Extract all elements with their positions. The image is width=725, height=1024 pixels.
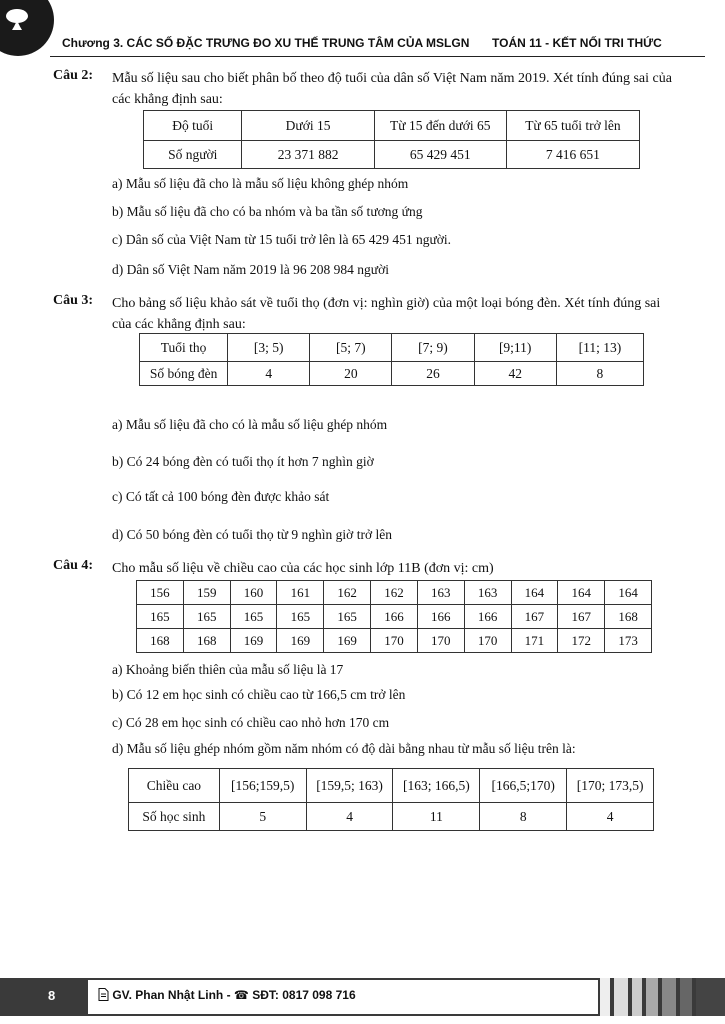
- q2-cell: Từ 15 đến dưới 65: [374, 111, 506, 141]
- q3-cell: 42: [474, 362, 556, 386]
- q4-grouped-cell: 11: [393, 803, 480, 831]
- q4-grouped-cell: [159,5; 163): [306, 769, 393, 803]
- q3-cell: Số bóng đèn: [140, 362, 228, 386]
- height-cell: 165: [324, 605, 371, 629]
- height-cell: 173: [605, 629, 652, 653]
- height-cell: 168: [137, 629, 184, 653]
- q2-option-a: a) Mẫu số liệu đã cho là mẫu số liệu không ghép nhóm: [112, 176, 409, 191]
- height-cell: 171: [511, 629, 558, 653]
- height-cell: 166: [464, 605, 511, 629]
- height-cell: 167: [558, 605, 605, 629]
- phone-number: SĐT: 0817 098 716: [252, 988, 356, 1002]
- height-cell: 162: [371, 581, 418, 605]
- height-cell: 172: [558, 629, 605, 653]
- q3-cell: 20: [310, 362, 392, 386]
- height-cell: 160: [230, 581, 277, 605]
- q3-option-a: a) Mẫu số liệu đã cho có là mẫu số liệu ghép nhóm: [112, 417, 388, 432]
- q2-cell: 23 371 882: [242, 141, 374, 169]
- heights-row: [137, 605, 652, 629]
- author-name: GV. Phan Nhật Linh -: [112, 988, 231, 1002]
- q3-cell: 8: [556, 362, 643, 386]
- q2-option-c: c) Dân số của Việt Nam từ 15 tuổi trở lên là 65 429 451 người.: [112, 232, 452, 247]
- height-cell: 156: [137, 581, 184, 605]
- q4-option-d: d) Mẫu số liệu ghép nhóm gồm năm nhóm có độ dài bằng nhau từ mẫu số liệu trên là:: [112, 741, 576, 756]
- height-cell: 159: [183, 581, 230, 605]
- chapter-title: Chương 3. CÁC SỐ ĐẶC TRƯNG ĐO XU THẾ TRUNG TÂM CỦA MSLGN: [62, 36, 470, 50]
- heights-row: [137, 629, 652, 653]
- footer-stripe: [696, 978, 725, 1016]
- q4-text: Cho mẫu số liệu về chiều cao của các học sinh lớp 11B (đơn vị: cm): [112, 561, 494, 576]
- q2-cell: 65 429 451: [374, 141, 506, 169]
- q4-heights-table: [136, 580, 652, 653]
- footer-stripe: [680, 978, 692, 1016]
- height-cell: 166: [417, 605, 464, 629]
- logo: [0, 0, 54, 56]
- q3-cell: [11; 13): [556, 334, 643, 362]
- height-cell: 164: [511, 581, 558, 605]
- q4-grouped-cell: 4: [306, 803, 393, 831]
- book-title: TOÁN 11 - KẾT NỐI TRI THỨC: [492, 36, 662, 50]
- height-cell: 168: [183, 629, 230, 653]
- height-cell: 166: [371, 605, 418, 629]
- q4-grouped-cell: 5: [219, 803, 306, 831]
- q3-text: Cho bảng số liệu khảo sát về tuổi thọ (đơn vị: nghìn giờ) của một loại bóng đèn. Xét tính đúng sai của các khẳng định sau:: [112, 296, 661, 332]
- q4-grouped-table: [128, 768, 654, 831]
- height-cell: 164: [605, 581, 652, 605]
- height-cell: 162: [324, 581, 371, 605]
- height-cell: 165: [137, 605, 184, 629]
- q4-grouped-cell: [156;159,5): [219, 769, 306, 803]
- tree-logo-icon: [4, 8, 30, 32]
- height-cell: 164: [558, 581, 605, 605]
- q2-cell: Dưới 15: [242, 111, 374, 141]
- height-cell: 170: [371, 629, 418, 653]
- heights-row: [137, 581, 652, 605]
- q4-grouped-cell: 4: [567, 803, 654, 831]
- q4-grouped-cell: Chiều cao: [129, 769, 220, 803]
- q3-label: Câu 3:: [53, 293, 94, 308]
- q2-option-b: b) Mẫu số liệu đã cho có ba nhóm và ba tần số tương ứng: [112, 204, 423, 219]
- height-cell: 168: [605, 605, 652, 629]
- q4-option-a: a) Khoảng biến thiên của mẫu số liệu là 17: [112, 662, 344, 677]
- footer-stripe: [600, 978, 610, 1016]
- q3-cell: Tuổi thọ: [140, 334, 228, 362]
- height-cell: 170: [464, 629, 511, 653]
- q2-table: [143, 110, 640, 169]
- q4-label: Câu 4:: [53, 558, 94, 573]
- footer-stripe: [662, 978, 676, 1016]
- page-number: 8: [48, 988, 56, 1003]
- q4-grouped-cell: [163; 166,5): [393, 769, 480, 803]
- q3-option-c: c) Có tất cả 100 bóng đèn được khảo sát: [112, 489, 330, 504]
- height-cell: 170: [417, 629, 464, 653]
- q2-cell: Số người: [144, 141, 242, 169]
- height-cell: 165: [277, 605, 324, 629]
- q2-text: Mẫu số liệu sau cho biết phân bố theo độ tuổi của dân số Việt Nam năm 2019. Xét tính đúng sai của các khẳng định sau:: [112, 71, 672, 107]
- height-cell: 165: [230, 605, 277, 629]
- q4-grouped-cell: [170; 173,5): [567, 769, 654, 803]
- height-cell: 169: [324, 629, 371, 653]
- q2-cell: Độ tuổi: [144, 111, 242, 141]
- phone-icon: ☎: [233, 988, 249, 1002]
- height-cell: 167: [511, 605, 558, 629]
- q3-cell: [3; 5): [228, 334, 310, 362]
- footer-credit: [98, 988, 356, 1002]
- height-cell: 169: [277, 629, 324, 653]
- header-divider: [50, 56, 705, 57]
- q2-cell: Từ 65 tuổi trở lên: [506, 111, 639, 141]
- q3-cell: [5; 7): [310, 334, 392, 362]
- q3-table: [139, 333, 644, 386]
- q3-option-d: d) Có 50 bóng đèn có tuổi thọ từ 9 nghìn giờ trở lên: [112, 527, 392, 542]
- q3-cell: 26: [392, 362, 474, 386]
- q2-option-d: d) Dân số Việt Nam năm 2019 là 96 208 984 người: [112, 262, 389, 277]
- height-cell: 165: [183, 605, 230, 629]
- q3-cell: [9;11): [474, 334, 556, 362]
- q3-option-b: b) Có 24 bóng đèn có tuổi thọ ít hơn 7 nghìn giờ: [112, 454, 374, 469]
- q4-grouped-cell: [166,5;170): [480, 769, 567, 803]
- q3-cell: [7; 9): [392, 334, 474, 362]
- q4-grouped-cell: 8: [480, 803, 567, 831]
- height-cell: 161: [277, 581, 324, 605]
- document-icon: [98, 988, 109, 1001]
- height-cell: 163: [417, 581, 464, 605]
- footer-stripe: [646, 978, 658, 1016]
- footer-stripe: [632, 978, 642, 1016]
- q3-cell: 4: [228, 362, 310, 386]
- height-cell: 163: [464, 581, 511, 605]
- q4-option-b: b) Có 12 em học sinh có chiều cao từ 166,5 cm trở lên: [112, 687, 406, 702]
- q4-grouped-cell: Số học sinh: [129, 803, 220, 831]
- q4-option-c: c) Có 28 em học sinh có chiều cao nhỏ hơn 170 cm: [112, 715, 390, 730]
- height-cell: 169: [230, 629, 277, 653]
- q2-label: Câu 2:: [53, 68, 94, 83]
- footer-stripe: [614, 978, 628, 1016]
- q2-cell: 7 416 651: [506, 141, 639, 169]
